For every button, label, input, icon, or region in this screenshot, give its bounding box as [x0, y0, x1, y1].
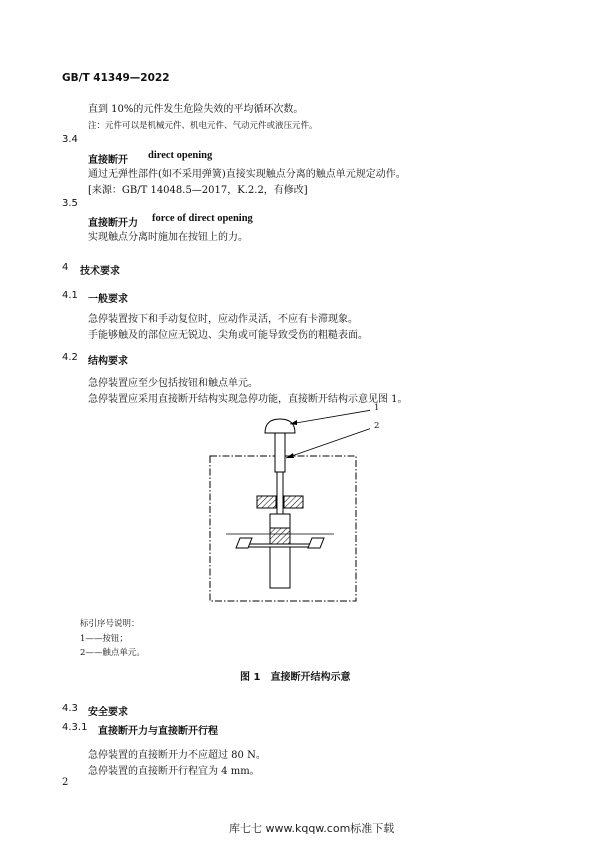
plunger-hatched-section [270, 528, 290, 544]
sec4-1-paragraph-2: 手能够触及的部位应无锐边、尖角或可能导致受伤的粗糙表面。 [88, 330, 368, 341]
sec3-4-term-cn: 直接断开 [88, 155, 128, 166]
figure-legend-item-1: 1——按钮； [80, 634, 128, 644]
contact-bridge [244, 544, 316, 547]
sec3-4-number: 3.4 [62, 134, 78, 145]
leader-line-2 [286, 428, 370, 458]
button-stem-upper [275, 433, 285, 472]
sec3-5-term-cn: 直接断开力 [88, 218, 138, 229]
sec3-4-source: [来源：GB/T 14048.5—2017，K.2.2，有修改] [88, 185, 308, 196]
sec4-2-number: 4.2 [62, 352, 78, 363]
figure-1-diagram [205, 400, 370, 605]
sec3-4-term-en: direct opening [148, 150, 213, 161]
sec3-5-number: 3.5 [62, 198, 78, 209]
guide-block-right [284, 496, 303, 508]
figure-callout-1: 1 [374, 403, 380, 413]
sec3-5-definition: 实现触点分离时施加在按钮上的力。 [88, 232, 248, 243]
leader-line-1 [290, 410, 370, 424]
sec4-3-title: 安全要求 [88, 707, 128, 718]
page-number: 2 [62, 777, 69, 788]
guide-block-left [257, 496, 276, 508]
sec3-5-term-en: force of direct opening [152, 213, 253, 224]
sec4-3-1-paragraph-1: 急停装置的直接断开力不应超过 80 N。 [88, 750, 266, 761]
sec4-1-title: 一般要求 [88, 294, 128, 305]
figure-legend-item-2: 2——触点单元。 [80, 648, 145, 658]
figure-callout-2: 2 [374, 421, 380, 431]
button-cap [265, 419, 295, 433]
fixed-contact-right [308, 538, 324, 548]
standard-number-header: GB/T 41349—2022 [62, 72, 170, 84]
sec4-2-paragraph-2: 急停装置应采用直接断开结构实现急停功能，直接断开结构示意见图 1。 [88, 394, 408, 405]
download-site-watermark: 库七七 www.kqqw.com标准下载 [229, 822, 395, 835]
sec4-3-1-number: 4.3.1 [62, 722, 88, 733]
sec3-3-continuation: 直到 10%的元件发生危险失效的平均循环次数。 [88, 104, 304, 115]
contact-plunger [270, 514, 290, 588]
sec4-number: 4 [62, 262, 69, 273]
sec4-3-number: 4.3 [62, 703, 78, 714]
sec3-4-definition: 通过无弹性部件(如不采用弹簧)直接实现触点分离的触点单元规定动作。 [88, 169, 406, 180]
sec4-2-paragraph-1: 急停装置应至少包括按钮和触点单元。 [88, 378, 258, 389]
sec4-2-title: 结构要求 [88, 356, 128, 367]
sec4-1-number: 4.1 [62, 290, 78, 301]
figure-legend-title: 标引序号说明： [80, 619, 140, 629]
sec4-3-1-title: 直接断开力与直接断开行程 [98, 726, 218, 737]
sec4-3-1-paragraph-2: 急停装置的直接断开行程宜为 4 mm。 [88, 766, 260, 777]
sec4-title: 技术要求 [80, 266, 120, 277]
sec3-3-note: 注：元件可以是机械元件、机电元件、气动元件或液压元件。 [88, 121, 318, 131]
sec4-1-paragraph-1: 急停装置按下和手动复位时，应动作灵活，不应有卡滞现象。 [88, 314, 358, 325]
figure-1-caption: 图 1 直接断开结构示意 [240, 672, 351, 683]
button-rod [277, 472, 283, 514]
